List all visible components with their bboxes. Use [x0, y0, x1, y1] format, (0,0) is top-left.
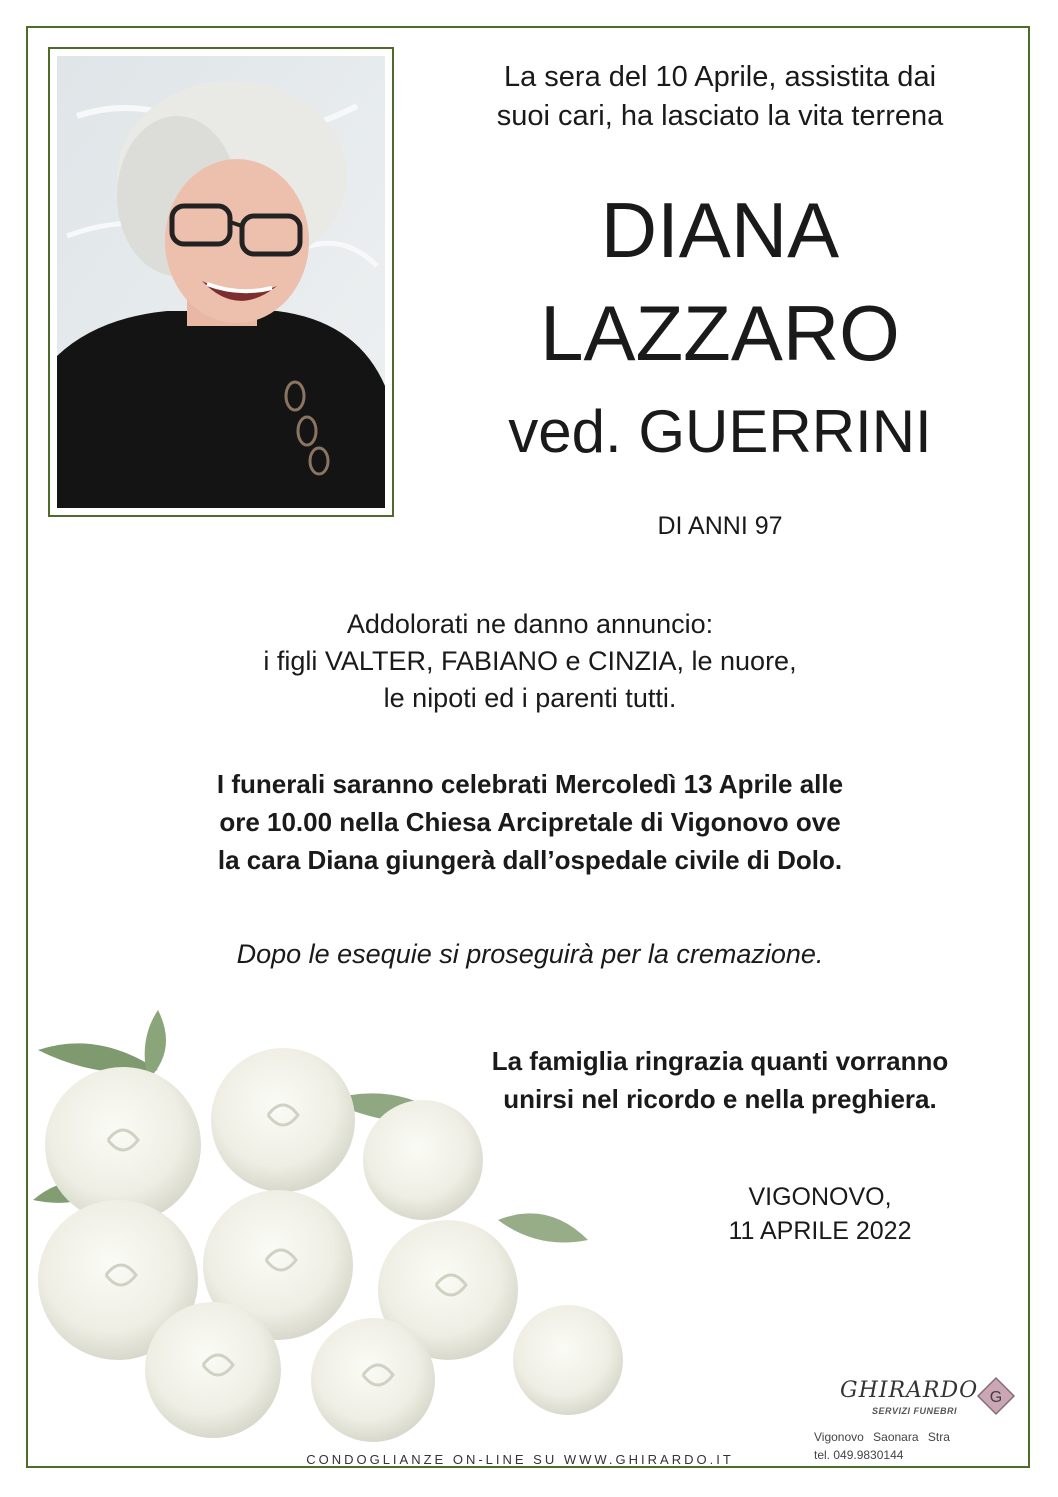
intro-text	[440, 58, 1000, 136]
logo-name: GHIRARDO	[840, 1378, 979, 1403]
date-text: 11 APRILE 2022	[728, 1217, 912, 1245]
ghirardo-logo-mark-icon	[976, 1376, 1016, 1416]
announcement-line-1: Addolorati ne danno annuncio:	[346, 609, 714, 639]
logo-subtitle: SERVIZI FUNEBRI	[872, 1406, 958, 1416]
portrait-frame	[48, 47, 394, 517]
intro-line-2: suoi cari, ha lasciato la vita terrena	[496, 100, 944, 132]
intro-line-1: La sera del 10 Aprile, assistita dai	[503, 61, 937, 93]
cremation-note: Dopo le esequie si proseguirà per la cremazione.	[236, 939, 824, 969]
condolences-link-text: CONDOGLIANZE ON-LINE SU WWW.GHIRARDO.IT	[306, 1452, 734, 1467]
announcement-line-2: i figli VALTER, FABIANO e CINZIA, le nuore,	[263, 646, 797, 676]
place-text: VIGONOVO,	[748, 1183, 892, 1211]
age-text: DI ANNI 97	[657, 512, 783, 540]
logo-phone: tel. 049.9830144	[814, 1448, 904, 1462]
funeral-line-2: ore 10.00 nella Chiesa Arcipretale di Vigonovo ove	[219, 807, 841, 837]
portrait-photo	[57, 56, 385, 508]
announcement-line-3: le nipoti ed i parenti tutti.	[383, 683, 677, 713]
deceased-last-name: LAZZARO	[540, 289, 900, 377]
deceased-first-name: DIANA	[600, 186, 840, 274]
logo-cities: Vigonovo Saonara Stra	[814, 1430, 950, 1444]
funeral-line-3: la cara Diana giungerà dall’ospedale civile di Dolo.	[217, 845, 843, 875]
logo-mark-letter: G	[989, 1389, 1003, 1406]
thanks-text	[430, 1042, 1010, 1118]
funeral-line-1: I funerali saranno celebrati Mercoledì 13 Aprile alle	[216, 769, 844, 799]
funeral-details	[100, 765, 960, 879]
ghirardo-logo	[808, 1374, 1028, 1466]
place-date	[690, 1180, 950, 1248]
announcement-text	[150, 606, 910, 717]
thanks-line-1: La famiglia ringrazia quanti vorranno	[491, 1046, 949, 1076]
thanks-line-2: unirsi nel ricordo e nella preghiera.	[503, 1084, 937, 1114]
deceased-married-name: ved. GUERRINI	[508, 398, 932, 465]
